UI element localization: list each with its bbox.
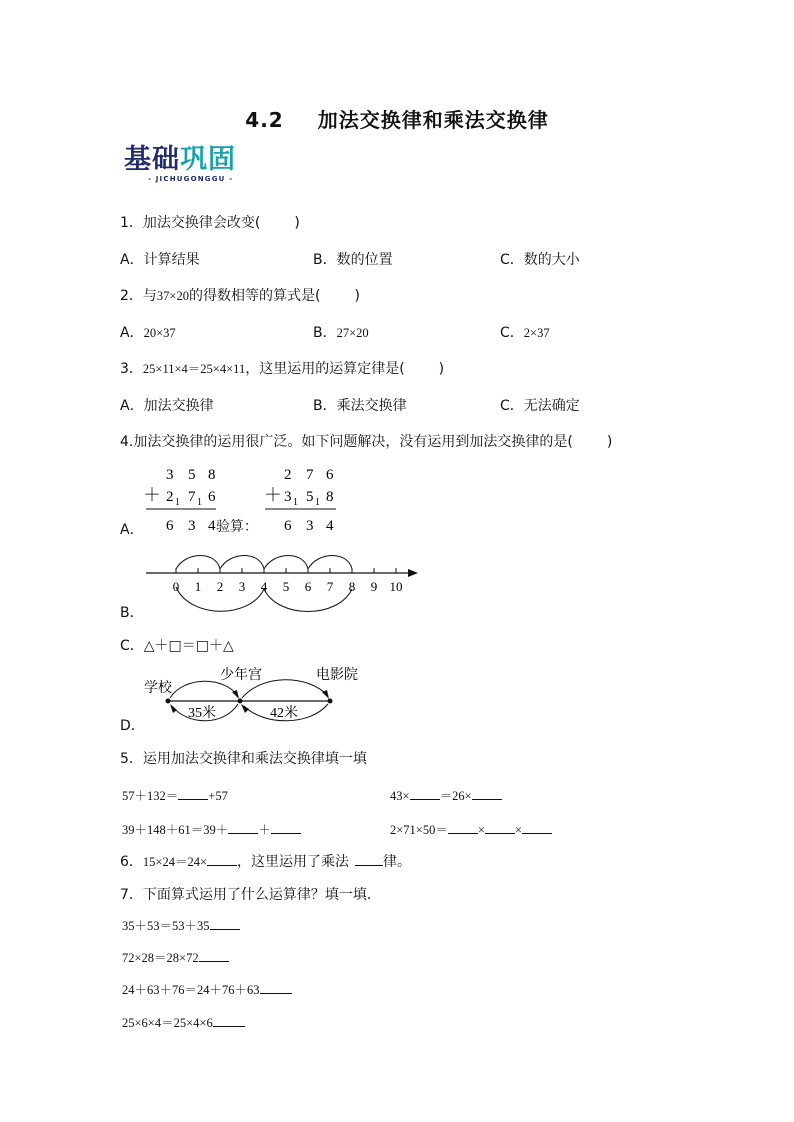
q5-blank-3[interactable] [472, 787, 502, 800]
tick-label-9: 9 [370, 579, 378, 594]
tick-label-6: 6 [304, 579, 312, 594]
q4-option-c[interactable]: C．△＋□＝□＋△ [120, 638, 234, 654]
tick-label-5: 5 [282, 579, 290, 594]
right-row1-d1: 2 [284, 467, 292, 483]
q5-blank-6[interactable] [448, 821, 478, 834]
point-school [166, 699, 171, 704]
tick-label-4: 4 [260, 579, 268, 594]
left-result-d3: 4 [208, 518, 216, 534]
right-result-d1: 6 [284, 518, 292, 534]
upper-arc-left [170, 681, 238, 698]
question-4-stem: 4.加法交换律的运用很广泛。如下问题解决，没有运用到加法交换律的是( ) [120, 434, 613, 450]
left-row1-d1: 3 [166, 467, 174, 483]
tick-label-10: 10 [389, 579, 403, 594]
q5-blank-7[interactable] [485, 821, 515, 834]
q5-blank-1[interactable] [178, 787, 208, 800]
right-row1-d2: 7 [306, 467, 314, 483]
q2-option-c[interactable]: C．2×37 [500, 325, 550, 341]
q7-item-3: 24＋63＋76＝24＋76＋63 [122, 980, 292, 998]
tick-label-1: 1 [194, 579, 202, 594]
right-carry-2: 1 [315, 497, 320, 508]
upper-arc-2 [220, 556, 264, 570]
q4-option-a-check-label: 验算： [216, 519, 258, 535]
q5-item-2: 43× ＝26× [390, 786, 502, 804]
question-7-stem: 7．下面算式运用了什么运算律？填一填. [120, 887, 372, 903]
badge-sub-text: - JICHUGONGGU - [148, 175, 234, 183]
q5-item-4: 2×71×50＝ × × [390, 820, 552, 838]
left-row1-d3: 8 [208, 467, 216, 483]
q5-blank-5[interactable] [271, 821, 301, 834]
distance-35: 35米 [188, 706, 216, 721]
left-row2-d3: 6 [208, 489, 216, 505]
point-cinema [328, 699, 333, 704]
q7-blank-1[interactable] [210, 917, 240, 930]
q4-option-d-label[interactable]: D． [120, 718, 145, 734]
tick-label-3: 3 [238, 579, 246, 594]
q5-item-1: 57＋132＝ +57 [122, 789, 228, 803]
section-badge [124, 145, 236, 183]
right-result-d3: 4 [326, 518, 334, 534]
q2-option-a[interactable]: A．20×37 [120, 325, 176, 341]
left-result-d1: 6 [166, 518, 174, 534]
right-result-d2: 3 [306, 518, 314, 534]
number-line-ticks [173, 568, 403, 594]
right-row2-d2: 5 [306, 489, 314, 505]
q3-option-b[interactable]: B．乘法交换律 [313, 398, 407, 414]
arrow-head-icon [241, 704, 249, 713]
label-school: 学校 [144, 681, 172, 696]
question-1-stem: 1．加法交换律会改变( ) [120, 215, 300, 231]
tick-label-2: 2 [216, 579, 224, 594]
question-3-stem: 3．25×11×4＝25×4×11，这里运用的运算定律是( ) [120, 361, 445, 377]
q7-item-2: 72×28＝28×72 [122, 948, 229, 966]
left-plus-sign: ＋ [143, 485, 161, 505]
q4-option-b-number-line [140, 545, 430, 620]
question-2-stem: 2．与37×20的得数相等的算式是( ) [120, 288, 360, 304]
right-carry-1: 1 [293, 497, 298, 508]
shape-equation: △＋□＝□＋△ [143, 638, 234, 654]
q1-option-b[interactable]: B．数的位置 [313, 252, 393, 268]
q1-option-a[interactable]: A．计算结果 [120, 252, 200, 268]
arrow-head-icon [408, 569, 418, 577]
q5-blank-2[interactable] [410, 787, 440, 800]
right-row2-d1: 3 [284, 489, 292, 505]
q6-blank-2[interactable] [355, 853, 383, 866]
q5-blank-4[interactable] [228, 821, 258, 834]
tick-label-7: 7 [326, 579, 334, 594]
page-title [0, 104, 794, 133]
q2-option-b[interactable]: B．27×20 [313, 325, 369, 341]
upper-arc-4 [308, 556, 352, 570]
label-youth-palace: 少年宫 [220, 668, 262, 683]
title-number: 4.2 [245, 108, 284, 132]
question-5-stem: 5．运用加法交换律和乘法交换律填一填 [120, 751, 367, 767]
q5-blank-8[interactable] [522, 821, 552, 834]
label-cinema: 电影院 [316, 668, 358, 683]
left-result-d2: 3 [188, 518, 196, 534]
arrow-head-icon [170, 704, 177, 713]
point-youth-palace [238, 699, 243, 704]
q7-item-1: 35＋53＝53＋35 [122, 916, 240, 934]
left-row2-d1: 2 [166, 489, 174, 505]
q7-blank-2[interactable] [199, 949, 229, 962]
badge-main-text: 基础巩固 [124, 144, 236, 175]
title-text: 加法交换律和乘法交换律 [317, 108, 549, 132]
arrow-head-icon [232, 690, 239, 699]
tick-label-8: 8 [348, 579, 356, 594]
q5-item-3: 39＋148＋61＝39＋ ＋ [122, 820, 301, 838]
q7-item-4: 25×6×4＝25×4×6 [122, 1013, 245, 1031]
q3-option-c[interactable]: C．无法确定 [500, 398, 580, 414]
right-row1-d3: 6 [326, 467, 334, 483]
left-carry-1: 1 [175, 497, 180, 508]
distance-42: 42米 [270, 706, 298, 721]
q3-option-a[interactable]: A．加法交换律 [120, 398, 214, 414]
q4-option-a-label[interactable]: A． [120, 522, 144, 538]
q4-option-d-route-diagram [140, 660, 380, 728]
right-row2-d3: 8 [326, 489, 334, 505]
q7-blank-3[interactable] [260, 981, 292, 994]
tick-label-0: 0 [172, 579, 180, 594]
question-6: 6．15×24＝24× ，这里运用了乘法 律。 [120, 854, 412, 870]
q1-option-c[interactable]: C．数的大小 [500, 252, 580, 268]
q4-option-b-label[interactable]: B． [120, 605, 144, 621]
left-carry-2: 1 [197, 497, 202, 508]
left-row1-d2: 5 [188, 467, 196, 483]
right-plus-sign: ＋ [264, 485, 282, 505]
upper-arc-1 [176, 556, 220, 570]
q7-blank-4[interactable] [213, 1014, 245, 1027]
upper-arc-3 [264, 556, 308, 570]
left-row2-d2: 7 [188, 489, 196, 505]
q6-blank-1[interactable] [207, 853, 237, 866]
